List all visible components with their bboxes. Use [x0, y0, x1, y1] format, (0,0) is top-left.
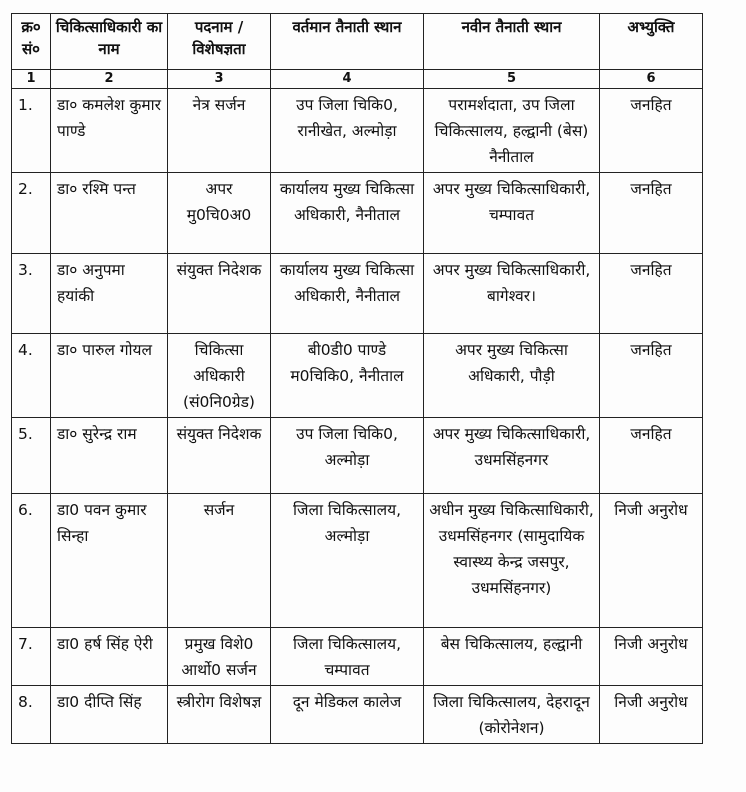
current-posting: बी0डी0 पाण्डे म0चिकि0, नैनीताल [271, 334, 424, 418]
table-row [12, 628, 703, 686]
table-row [12, 418, 703, 494]
serial-number: 2. [12, 173, 51, 254]
new-posting: जिला चिकित्सालय, देहरादून (कोरोनेशन) [424, 686, 600, 744]
column-number: 3 [168, 70, 271, 89]
designation: नेत्र सर्जन [168, 89, 271, 173]
designation: प्रमुख विशे0 आर्थो0 सर्जन [168, 628, 271, 686]
column-number-row [12, 70, 703, 89]
doctor-name: डा० रश्मि पन्त [51, 173, 168, 254]
remarks: निजी अनुरोध [600, 686, 703, 744]
table-row [12, 686, 703, 744]
doctor-name: डा0 दीप्ति सिंह [51, 686, 168, 744]
current-posting: जिला चिकित्सालय, अल्मोड़ा [271, 494, 424, 628]
remarks: जनहित [600, 173, 703, 254]
new-posting: परामर्शदाता, उप जिला चिकित्सालय, हल्द्वानी (बेस) नैनीताल [424, 89, 600, 173]
serial-number: 3. [12, 254, 51, 334]
current-posting: कार्यालय मुख्य चिकित्सा अधिकारी, नैनीताल [271, 173, 424, 254]
serial-number: 8. [12, 686, 51, 744]
new-posting: अधीन मुख्य चिकित्साधिकारी, उधमसिंहनगर (सामुदायिक स्वास्थ्य केन्द्र जसपुर, उधमसिंहनगर) [424, 494, 600, 628]
transfer-table [11, 13, 703, 744]
remarks: जनहित [600, 418, 703, 494]
header-remarks: अभ्युक्ति [600, 14, 703, 70]
new-posting: अपर मुख्य चिकित्साधिकारी, उधमसिंहनगर [424, 418, 600, 494]
current-posting: उप जिला चिकि0, अल्मोड़ा [271, 418, 424, 494]
remarks: निजी अनुरोध [600, 494, 703, 628]
header-name: चिकित्साधिकारी का नाम [51, 14, 168, 70]
doctor-name: डा० कमलेश कुमार पाण्डे [51, 89, 168, 173]
header-sn: क्र० सं० [12, 14, 51, 70]
new-posting: अपर मुख्य चिकित्सा अधिकारी, पौड़ी [424, 334, 600, 418]
table-row [12, 89, 703, 173]
header-row [12, 14, 703, 70]
serial-number: 5. [12, 418, 51, 494]
serial-number: 1. [12, 89, 51, 173]
column-number: 4 [271, 70, 424, 89]
doctor-name: डा० सुरेन्द्र राम [51, 418, 168, 494]
column-number: 5 [424, 70, 600, 89]
new-posting: अपर मुख्य चिकित्साधिकारी, बागेश्वर। [424, 254, 600, 334]
designation: सर्जन [168, 494, 271, 628]
remarks: निजी अनुरोध [600, 628, 703, 686]
doctor-name: डा0 पवन कुमार सिन्हा [51, 494, 168, 628]
column-number: 1 [12, 70, 51, 89]
current-posting: कार्यालय मुख्य चिकित्सा अधिकारी, नैनीताल [271, 254, 424, 334]
designation: स्त्रीरोग विशेषज्ञ [168, 686, 271, 744]
remarks: जनहित [600, 334, 703, 418]
doctor-name: डा० अनुपमा हयांकी [51, 254, 168, 334]
table-row [12, 254, 703, 334]
table-row [12, 494, 703, 628]
remarks: जनहित [600, 254, 703, 334]
table-row [12, 173, 703, 254]
header-current-posting: वर्तमान तैनाती स्थान [271, 14, 424, 70]
current-posting: उप जिला चिकि0, रानीखेत, अल्मोड़ा [271, 89, 424, 173]
column-number: 6 [600, 70, 703, 89]
header-designation: पदनाम / विशेषज्ञता [168, 14, 271, 70]
header-new-posting: नवीन तैनाती स्थान [424, 14, 600, 70]
serial-number: 4. [12, 334, 51, 418]
serial-number: 7. [12, 628, 51, 686]
designation: संयुक्त निदेशक [168, 418, 271, 494]
current-posting: दून मेडिकल कालेज [271, 686, 424, 744]
doctor-name: डा० पारुल गोयल [51, 334, 168, 418]
designation: अपर मु0चि0अ0 [168, 173, 271, 254]
designation: संयुक्त निदेशक [168, 254, 271, 334]
current-posting: जिला चिकित्सालय, चम्पावत [271, 628, 424, 686]
doctor-name: डा0 हर्ष सिंह ऐरी [51, 628, 168, 686]
new-posting: अपर मुख्य चिकित्साधिकारी, चम्पावत [424, 173, 600, 254]
column-number: 2 [51, 70, 168, 89]
remarks: जनहित [600, 89, 703, 173]
table-row [12, 334, 703, 418]
designation: चिकित्सा अधिकारी (सं0नि0ग्रेड) [168, 334, 271, 418]
serial-number: 6. [12, 494, 51, 628]
new-posting: बेस चिकित्सालय, हल्द्वानी [424, 628, 600, 686]
